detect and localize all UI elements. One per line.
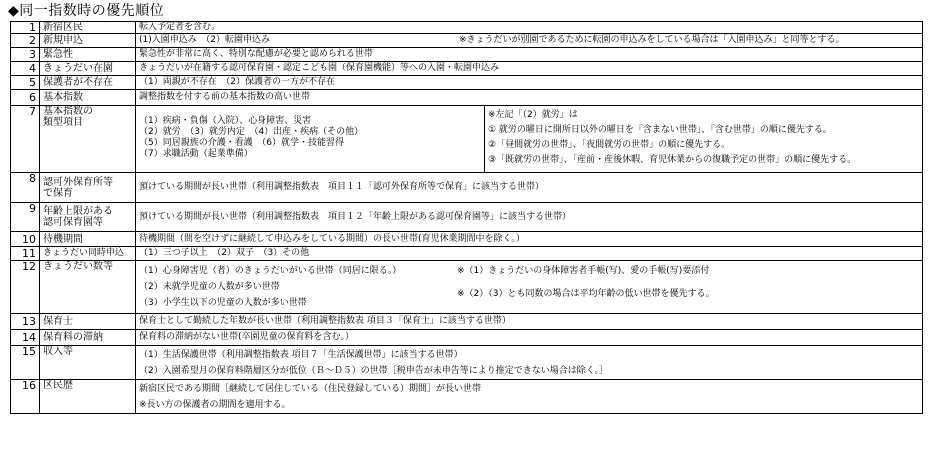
row-number: 15 xyxy=(11,346,40,380)
row-content: （1）三つ子以上 （2）双子 （3）その他 xyxy=(136,247,923,261)
table-row xyxy=(11,330,923,346)
sub-item: 新宿区民である期間［継続して居住している（住民登録している）期間］が長い世帯 xyxy=(139,383,482,394)
table-row xyxy=(11,173,923,203)
row-content xyxy=(136,261,923,314)
row-content: 緊急性が非常に高く、特別な配慮が必要と認められる世帯 xyxy=(136,48,923,62)
content-line: （1）疾病・負傷（入院）、心身障害、災害 xyxy=(139,116,312,126)
row-name: 新宿区民 xyxy=(40,22,136,34)
row-number: 9 xyxy=(11,203,40,232)
row-content xyxy=(136,380,923,414)
sub-item: （2）入園希望月の保育料階層区分が低位（Ｂ～Ｄ５）の世帯［税申告が未申告等により推定できない場合は除く。］ xyxy=(139,365,609,376)
table-row xyxy=(11,261,923,314)
row-note: ※きょうだいが別園であるために転園の申込みをしている場合は「入園申込み」と同等とする。 xyxy=(459,35,845,45)
row-content: 保育料の滞納がない世帯(卒園児童の保育料を含む。） xyxy=(136,330,923,346)
table-row xyxy=(11,90,923,106)
table-row xyxy=(11,22,923,34)
content-line: （2）就労 （3）就労内定 （4）出産・疾病（その他） xyxy=(139,127,364,137)
row-number: 16 xyxy=(11,380,40,414)
row-content: 保育士として勤続した年数が長い世帯（利用調整指数表 項目３「保育士」に該当する世帯） xyxy=(136,314,923,330)
row-number: 4 xyxy=(11,62,40,76)
table-row xyxy=(11,48,923,62)
row-name-line: で保育 xyxy=(43,187,73,199)
row-name: きょうだい数等 xyxy=(40,261,136,314)
row-content xyxy=(136,34,923,48)
row-note xyxy=(485,106,859,172)
row-content: 転入予定者を含む。 xyxy=(136,22,923,34)
row-number: 10 xyxy=(11,232,40,247)
row-content: 預けている期間が長い世帯（利用調整指数表 項目１２「年齢上限がある認可保育園等」に該当する世帯） xyxy=(136,203,923,232)
row-name: きょうだい同時申込 xyxy=(40,247,136,261)
table-row xyxy=(11,203,923,232)
row-name: 収入等 xyxy=(40,346,136,380)
row-content xyxy=(136,346,923,380)
table-row xyxy=(11,247,923,261)
row-number: 1 xyxy=(11,22,40,34)
sub-item: （2）未就学児童の人数が多い世帯 xyxy=(139,282,280,292)
row-content: 調整指数を付する前の基本指数の高い世帯 xyxy=(136,90,923,106)
row-content: （1）両親が不存在 （2）保護者の一方が不存在 xyxy=(136,76,923,90)
table-row xyxy=(11,232,923,247)
row-number: 5 xyxy=(11,76,40,90)
row-content: 待機期間（間を空けずに継続して申込みをしている期間）の長い世帯(育児休業期間中を除く。） xyxy=(136,232,923,247)
row-content-left xyxy=(136,106,485,172)
row-name: 緊急性 xyxy=(40,48,136,62)
table-row xyxy=(11,346,923,380)
row-name: 区民歴 xyxy=(40,380,136,414)
row-name: 新規申込 xyxy=(40,34,136,48)
row-number: 14 xyxy=(11,330,40,346)
sub-item: （3）小学生以下の児童の人数が多い世帯 xyxy=(139,298,307,308)
row-name: 待機期間 xyxy=(40,232,136,247)
row-name-line: 認可外保育所等 xyxy=(43,176,113,188)
sub-note: ※（1）きょうだいの身体障害者手帳(写)、愛の手帳(写)要添付 xyxy=(457,266,710,276)
row-name-line: 基本指数の xyxy=(43,106,93,117)
row-sub-notes xyxy=(457,263,715,311)
table-row xyxy=(11,34,923,48)
note-line: ③「既就労の世帯」、「産前・産後休暇、育児休業からの復職予定の世帯」の順に優先する。 xyxy=(488,155,857,165)
note-line: ②「昼間就労の世帯」、「夜間就労の世帯」の順に優先する。 xyxy=(488,140,731,150)
row-name: 保育士 xyxy=(40,314,136,330)
table-row xyxy=(11,106,923,173)
sub-item: （1）心身障害児（者）のきょうだいがいる世帯（同居に限る。） xyxy=(139,266,402,276)
row-number: 2 xyxy=(11,34,40,48)
row-number: 13 xyxy=(11,314,40,330)
content-line: （5）同居親族の介護・看護 （6）就学・技能習得 xyxy=(139,138,344,148)
row-content xyxy=(136,106,923,173)
content-line: （7）求職活動（起業準備） xyxy=(139,149,253,159)
note-line: ※左記「（2）就労」は xyxy=(488,110,578,120)
row-name xyxy=(40,173,136,203)
sub-note: ※（2）（3）とも同数の場合は平均年齢の低い世帯を優先する。 xyxy=(457,289,715,299)
table-row xyxy=(11,380,923,414)
row-name: 保育料の滞納 xyxy=(40,330,136,346)
row-name-line: 年齢上限がある xyxy=(43,206,113,217)
row-name: 基本指数 xyxy=(40,90,136,106)
sub-item: ※長い方の保護者の期間を適用する。 xyxy=(139,399,291,410)
row-name xyxy=(40,203,136,232)
row-number: 3 xyxy=(11,48,40,62)
table-row xyxy=(11,62,923,76)
row-name-line: 類型項目 xyxy=(43,117,83,128)
priority-table xyxy=(10,21,923,414)
row-sub-items xyxy=(139,263,457,311)
row-name-line: 認可保育園等 xyxy=(43,217,103,228)
row-name xyxy=(40,106,136,173)
row-name: 保護者が不存在 xyxy=(40,76,136,90)
row-number: 12 xyxy=(11,261,40,314)
row-number: 8 xyxy=(11,173,40,203)
row-number: 7 xyxy=(11,106,40,173)
table-row xyxy=(11,76,923,90)
row-content: きょうだいが在籍する認可保育園・認定こども園（保育園機能）等への入園・転園申込み xyxy=(136,62,923,76)
row-number: 6 xyxy=(11,90,40,106)
sub-item: （1）生活保護世帯（利用調整指数表 項目７「生活保護世帯」に該当する世帯） xyxy=(139,349,463,360)
row-content-text: (1)入園申込み （2）転園申込み xyxy=(139,35,270,45)
page-title: ◆同一指数時の優先順位 xyxy=(8,3,165,19)
table-row xyxy=(11,314,923,330)
row-content: 預けている期間が長い世帯（利用調整指数表 項目１１「認可外保育所等で保育」に該当する世帯） xyxy=(136,173,923,203)
note-line: ① 就労の曜日に開所日以外の曜日を「含まない世帯」、「含む世帯」の順に優先する。 xyxy=(488,125,832,135)
row-number: 11 xyxy=(11,247,40,261)
row-name: きょうだい在園 xyxy=(40,62,136,76)
